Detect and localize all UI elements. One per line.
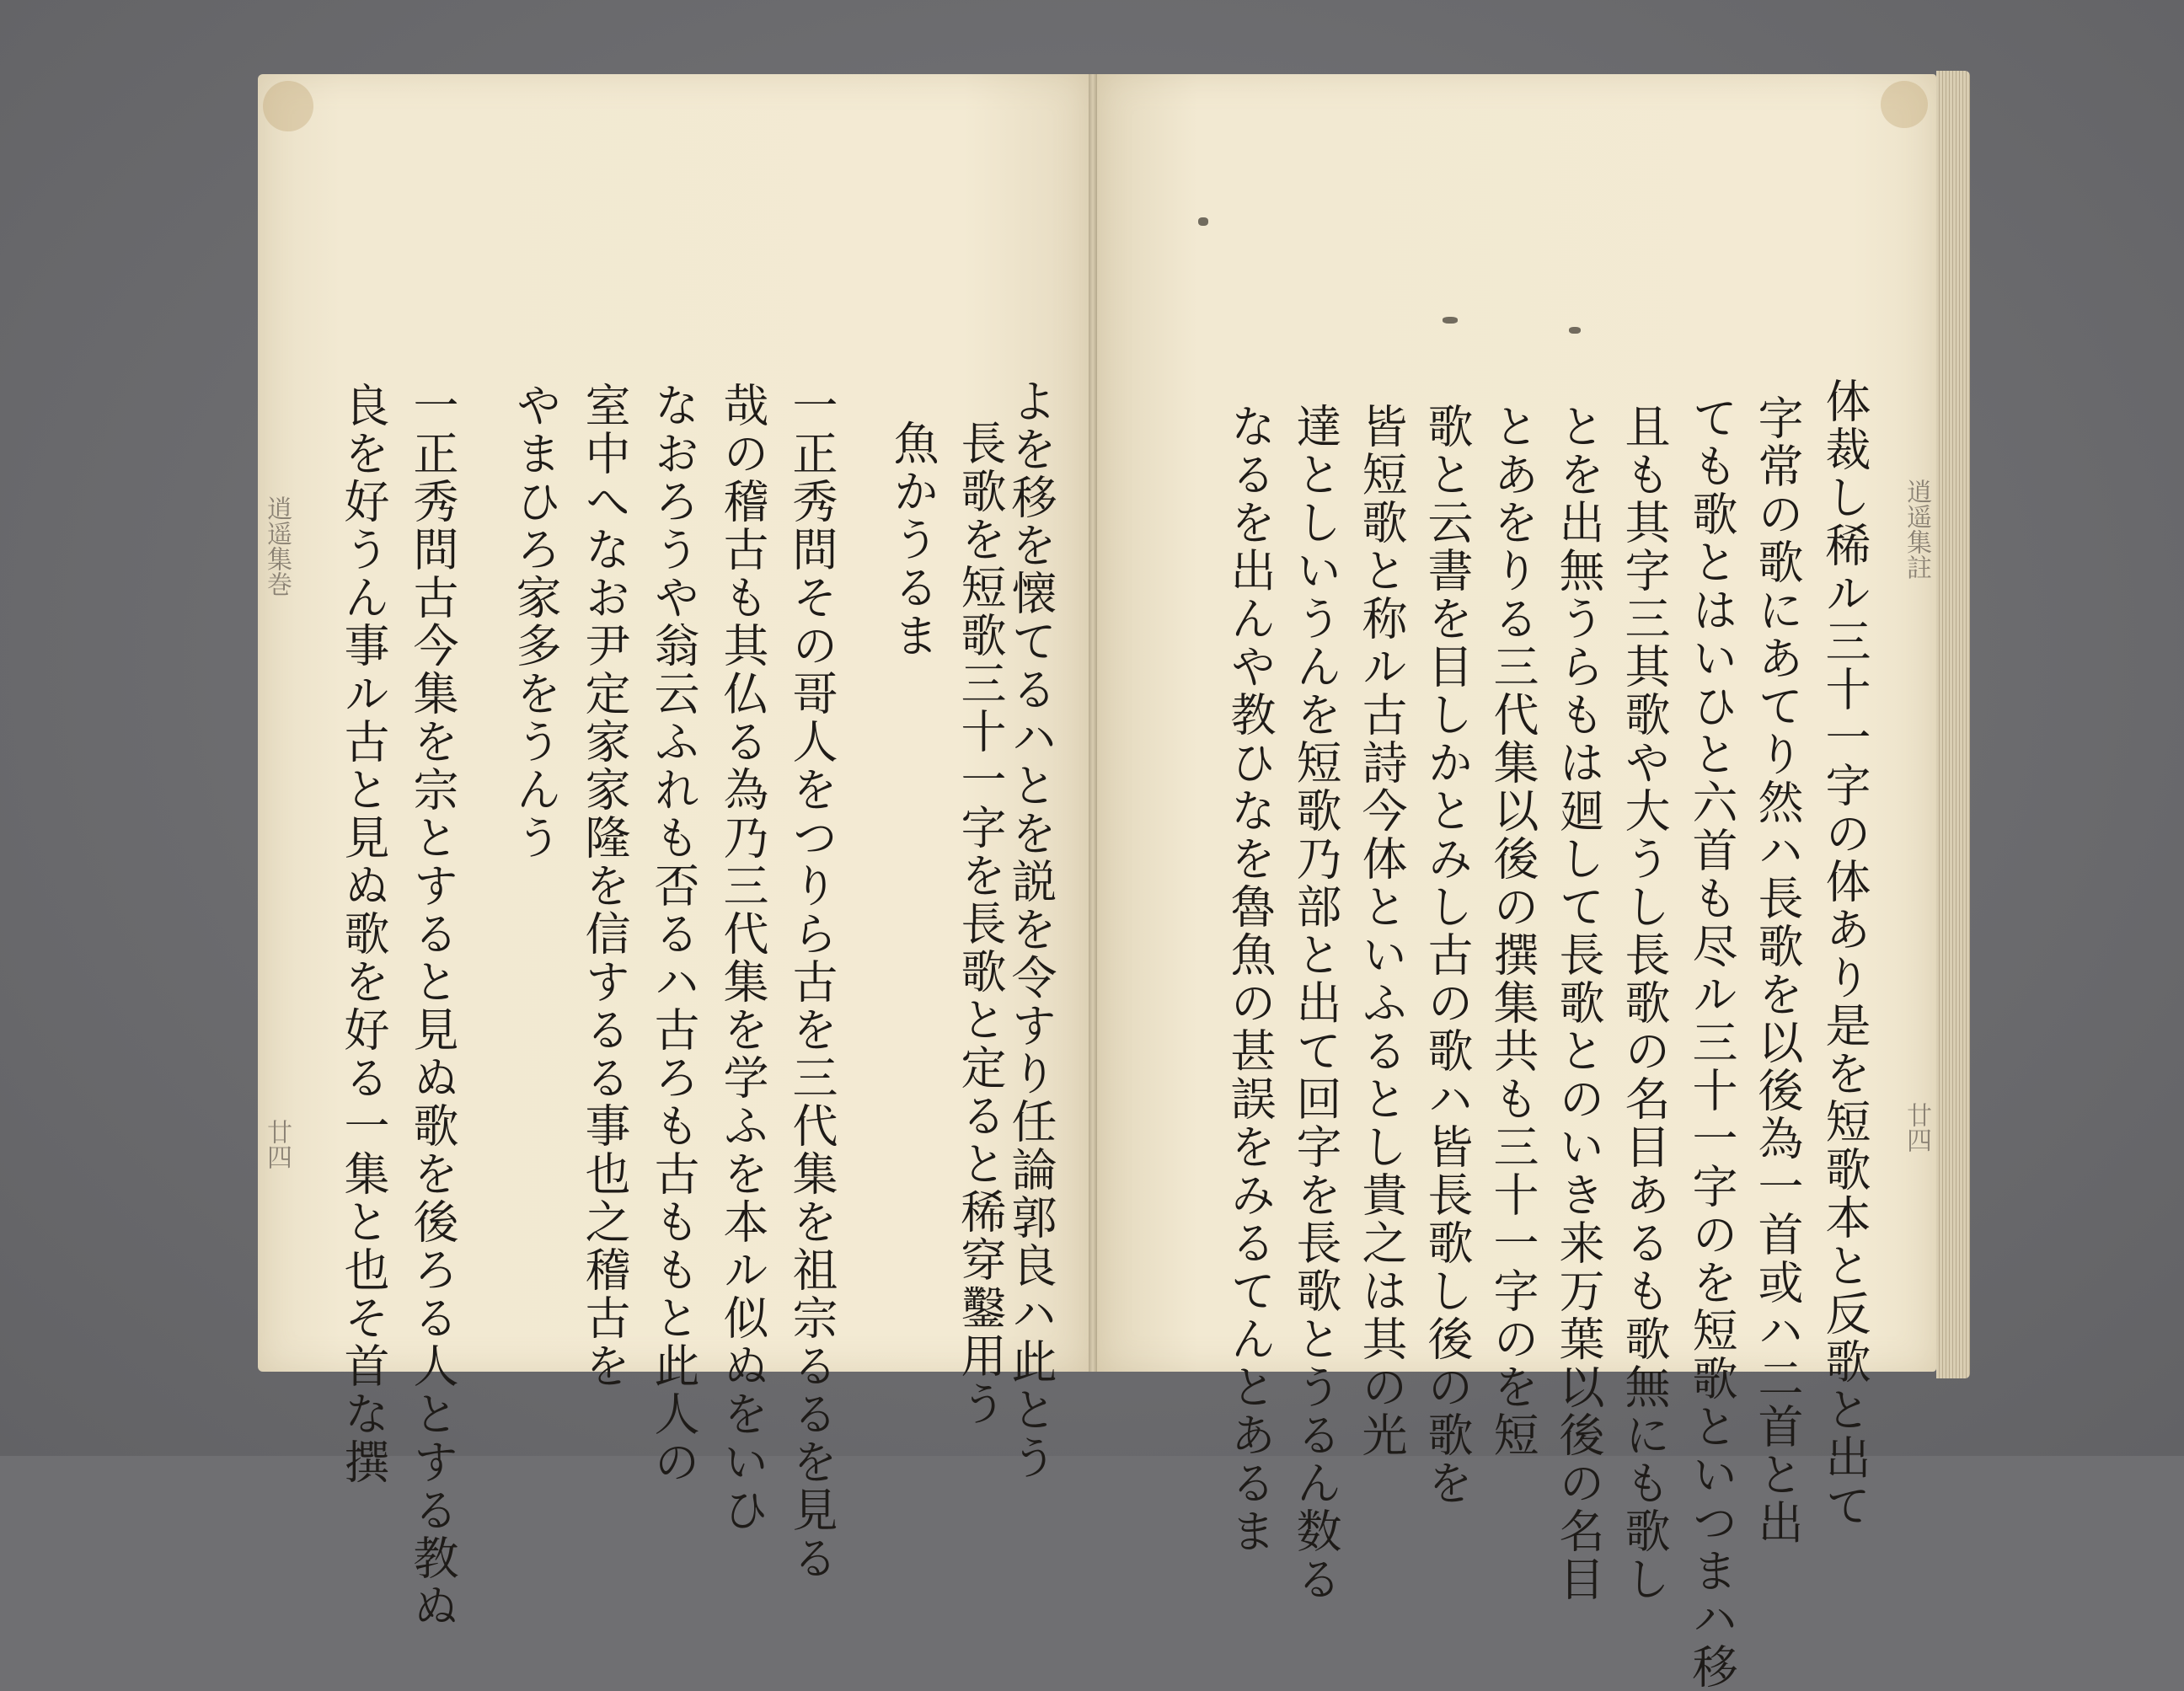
text-column: 達としいうんを短歌乃部と出て回字を長歌とうるん数る	[1289, 403, 1342, 1603]
text-column: ても歌とはいひと六首も尽ル三十一字のを短歌といつまハ移	[1685, 394, 1738, 1691]
text-column: 且も其字三其歌や大うし長歌の名目あるも歌無にも歌し	[1618, 403, 1671, 1603]
text-column: 字常の歌にあてり然ハ長歌を以後為一首或ハ二首と出	[1751, 394, 1804, 1547]
book-gutter	[1089, 74, 1097, 1372]
paper-speck	[1443, 317, 1458, 324]
text-column: 歌と云書を目しかとみし古の歌ハ皆長歌し後の歌を	[1421, 403, 1474, 1507]
text-column: 一正秀問その哥人をつりら古を三代集を祖宗るるを見る	[785, 382, 838, 1582]
paper-speck	[1569, 327, 1581, 334]
left-page	[258, 74, 1089, 1630]
text-column: 皆短歌と称ル古詩今体といふるとし貴之は其の光	[1355, 403, 1408, 1459]
left-margin-title: 逍遥集巻	[262, 495, 292, 597]
text-column: やまひろ家多をうんう	[509, 382, 562, 862]
page-edges	[1936, 71, 1970, 1378]
text-column: 長歌を短歌三十一字を長歌と定ると稀穿鑿用う	[954, 420, 1007, 1428]
open-book	[251, 67, 1970, 1691]
right-page	[1097, 74, 1936, 1691]
text-column: 体裁し稀ル三十一字の体あり是を短歌本と反歌と出て	[1818, 377, 1871, 1530]
text-column: なおろうや翁云ふれも否るハ古ろも古ももと此人の	[647, 382, 700, 1486]
text-column: 哉の稽古も其仏る為乃三代集を学ふを本ル似ぬをいひ	[716, 382, 769, 1534]
left-margin-folio: 廿四	[262, 1119, 292, 1169]
paper-speck	[1198, 217, 1208, 226]
text-column: 魚かうるま	[886, 420, 939, 660]
text-column: 良を好うん事ル古と見ぬ歌を好る一集と也そ首な撰	[337, 382, 390, 1486]
right-margin-folio: 廿四	[1902, 1102, 1931, 1153]
text-column: 一正秀問古今集を宗とすると見ぬ歌を後ろる人とする教ぬ	[406, 382, 459, 1630]
text-column: とあをりる三代集以後の撰集共も三十一字のを短	[1486, 403, 1539, 1459]
corner-stain	[1881, 81, 1928, 128]
text-column: なるを出んや教ひなを魯魚の甚誤をみるてんとあるま	[1223, 403, 1277, 1555]
text-column: 室中へなお尹定家家隆を信するる事也之稽古を	[578, 382, 631, 1390]
right-margin-title: 逍遥集註	[1902, 479, 1931, 580]
text-column: よを移を懐てるハとを説を令すり任論郭良ハ此とう	[1004, 377, 1057, 1482]
corner-stain	[263, 81, 313, 131]
text-column: とを出無うらもは廻して長歌とのいき来万葉以後の名目	[1552, 403, 1605, 1603]
